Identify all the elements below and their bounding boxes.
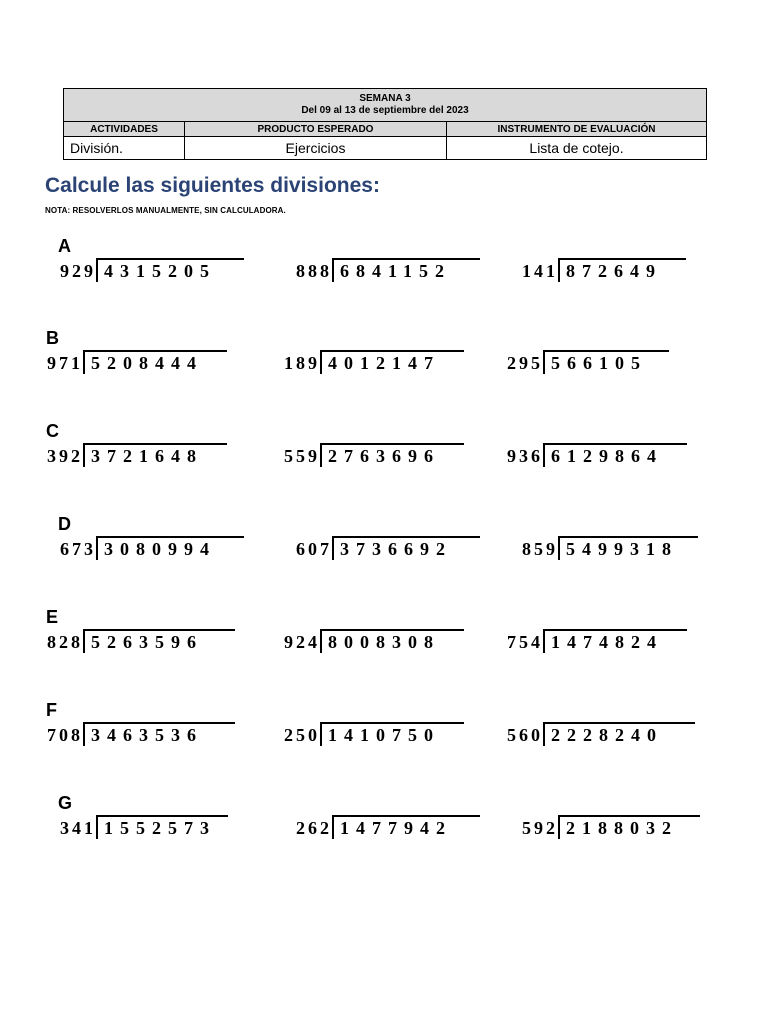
note-text: NOTA: RESOLVERLOS MANUALMENTE, SIN CALCULADORA. xyxy=(45,206,286,215)
divisor: 559 xyxy=(284,446,320,466)
divisor: 607 xyxy=(296,539,332,559)
division-problem xyxy=(284,631,464,653)
dividend: 2228240 xyxy=(543,722,695,746)
section-d xyxy=(0,514,768,574)
section-letter: A xyxy=(58,236,71,256)
section-letter: D xyxy=(58,514,71,534)
division-problem xyxy=(507,631,687,653)
division-problem xyxy=(296,260,480,282)
section-letter: E xyxy=(46,607,59,627)
division-problem xyxy=(47,352,227,374)
section-letter: G xyxy=(58,793,73,813)
division-problem xyxy=(507,445,687,467)
section-a xyxy=(0,236,768,296)
section-b xyxy=(0,328,768,388)
week-table xyxy=(63,88,707,160)
division-problem xyxy=(296,817,480,839)
dividend: 1410750 xyxy=(320,722,464,746)
dividend: 4012147 xyxy=(320,350,464,374)
division-problem xyxy=(60,260,244,282)
division-problem xyxy=(522,538,698,560)
divisor: 295 xyxy=(507,353,543,373)
dividend: 2763696 xyxy=(320,443,464,467)
dividend: 5499318 xyxy=(558,536,698,560)
divisor: 673 xyxy=(60,539,96,559)
division-problem xyxy=(507,352,669,374)
section-f xyxy=(0,700,768,760)
divisor: 888 xyxy=(296,261,332,281)
divisor: 592 xyxy=(522,818,558,838)
division-problem xyxy=(507,724,695,746)
divisor: 392 xyxy=(47,446,83,466)
dividend: 3080994 xyxy=(96,536,244,560)
dividend: 1474824 xyxy=(543,629,687,653)
section-e xyxy=(0,607,768,667)
cell-activity: División. xyxy=(64,137,185,160)
division-problem xyxy=(60,817,228,839)
section-c xyxy=(0,421,768,481)
division-problem xyxy=(47,631,235,653)
divisor: 924 xyxy=(284,632,320,652)
dividend: 3721648 xyxy=(83,443,227,467)
divisor: 560 xyxy=(507,725,543,745)
divisor: 341 xyxy=(60,818,96,838)
divisor: 859 xyxy=(522,539,558,559)
dividend: 5263596 xyxy=(83,629,235,653)
dividend: 1477942 xyxy=(332,815,480,839)
divisor: 250 xyxy=(284,725,320,745)
dividend: 872649 xyxy=(558,258,686,282)
dividend: 5208444 xyxy=(83,350,227,374)
section-g xyxy=(0,793,768,853)
cell-instrument: Lista de cotejo. xyxy=(447,137,707,160)
division-problem xyxy=(60,538,244,560)
dividend: 2188032 xyxy=(558,815,700,839)
division-problem xyxy=(522,817,700,839)
week-header xyxy=(64,89,707,122)
dividend: 3463536 xyxy=(83,722,235,746)
divisor: 754 xyxy=(507,632,543,652)
column-header-activities: ACTIVIDADES xyxy=(64,122,185,137)
division-problem xyxy=(284,352,464,374)
column-header-product: PRODUCTO ESPERADO xyxy=(185,122,447,137)
division-problem xyxy=(284,724,464,746)
division-problem xyxy=(296,538,480,560)
page-title: Calcule las siguientes divisiones: xyxy=(45,174,380,197)
divisor: 971 xyxy=(47,353,83,373)
division-problem xyxy=(47,724,235,746)
dividend: 566105 xyxy=(543,350,669,374)
divisor: 141 xyxy=(522,261,558,281)
section-letter: F xyxy=(46,700,57,720)
week-label: SEMANA 3 xyxy=(359,93,411,104)
dividend: 3736692 xyxy=(332,536,480,560)
dividend: 6841152 xyxy=(332,258,480,282)
dividend: 6129864 xyxy=(543,443,687,467)
divisor: 262 xyxy=(296,818,332,838)
divisor: 828 xyxy=(47,632,83,652)
section-letter: B xyxy=(46,328,59,348)
dividend: 1552573 xyxy=(96,815,228,839)
divisor: 929 xyxy=(60,261,96,281)
column-header-instrument: INSTRUMENTO DE EVALUACIÓN xyxy=(447,122,707,137)
division-problem xyxy=(284,445,464,467)
division-problem xyxy=(47,445,227,467)
dividend: 4315205 xyxy=(96,258,244,282)
divisor: 936 xyxy=(507,446,543,466)
cell-product: Ejercicios xyxy=(185,137,447,160)
dividend: 8008308 xyxy=(320,629,464,653)
divisor: 708 xyxy=(47,725,83,745)
week-dates: Del 09 al 13 de septiembre del 2023 xyxy=(301,105,469,116)
division-problem xyxy=(522,260,686,282)
section-letter: C xyxy=(46,421,59,441)
divisor: 189 xyxy=(284,353,320,373)
